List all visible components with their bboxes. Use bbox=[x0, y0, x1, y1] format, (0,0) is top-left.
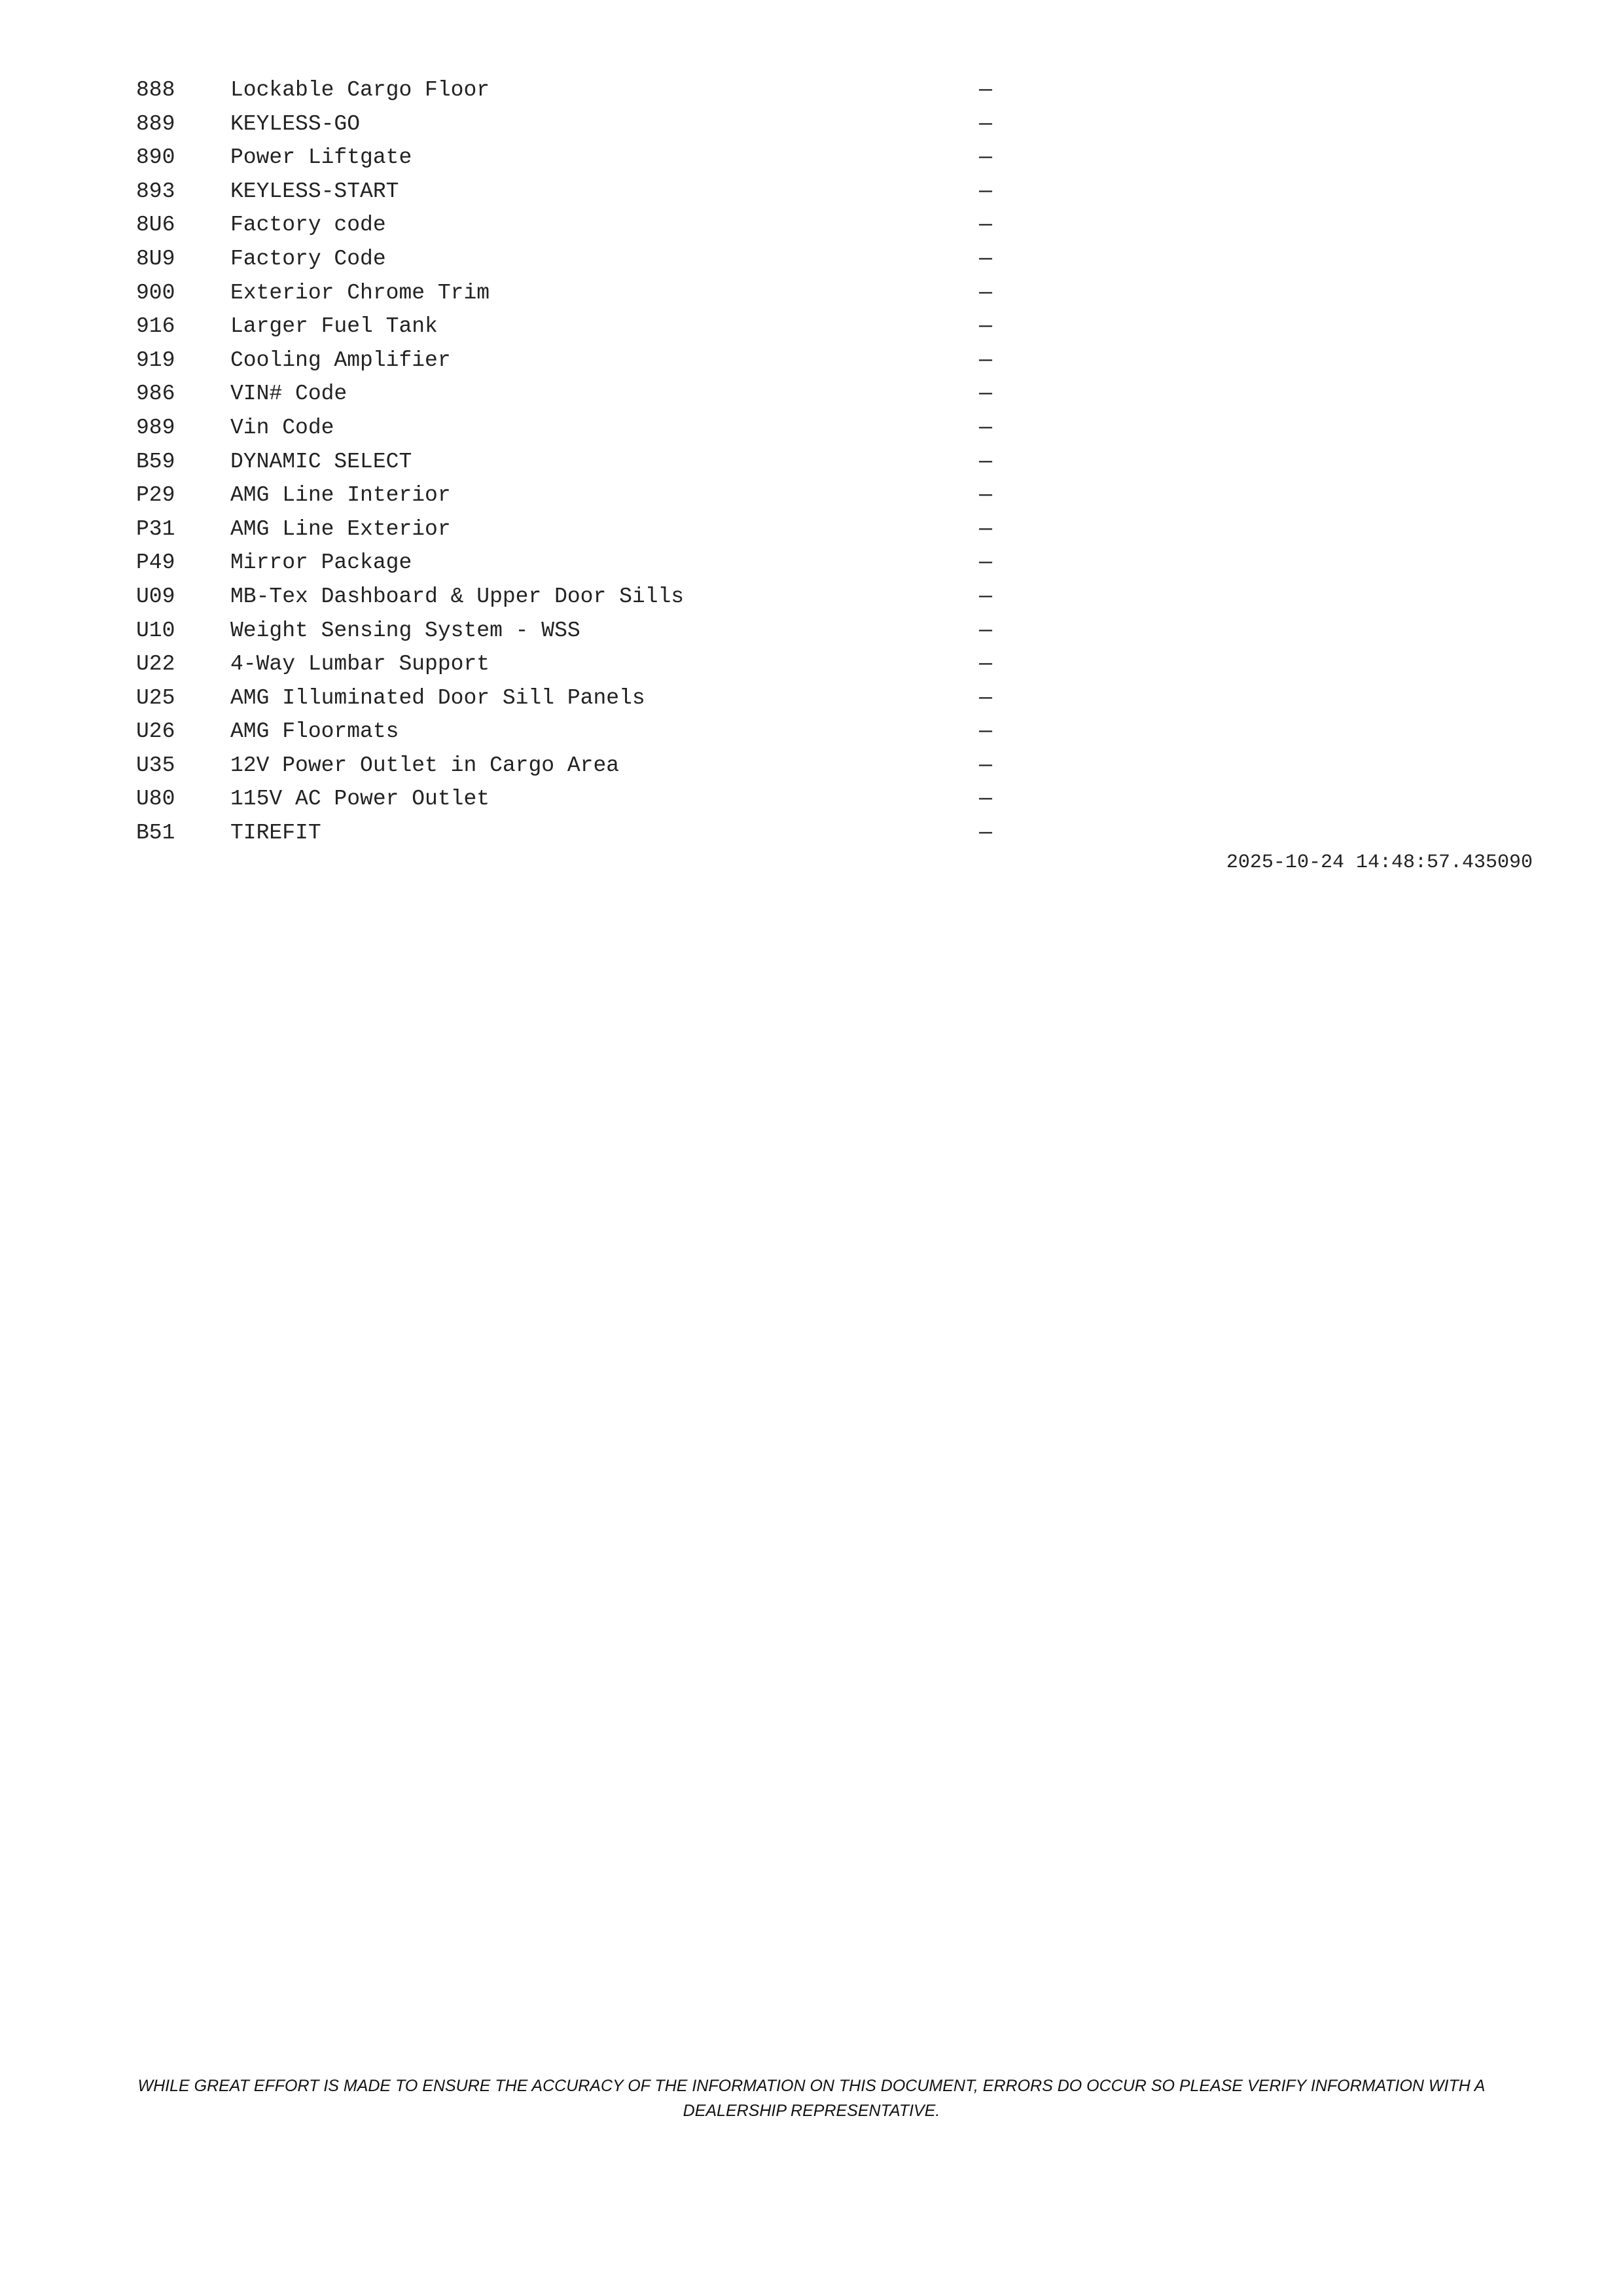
option-price: — bbox=[979, 382, 992, 406]
option-name: 4-Way Lumbar Support bbox=[230, 652, 490, 677]
option-price: — bbox=[979, 618, 992, 643]
list-item bbox=[136, 782, 1543, 816]
list-item bbox=[136, 614, 1543, 648]
option-name: Weight Sensing System - WSS bbox=[230, 618, 580, 643]
timestamp: 2025-10-24 14:48:57.435090 bbox=[1226, 852, 1533, 874]
option-price: — bbox=[979, 652, 992, 677]
option-name: AMG Floormats bbox=[230, 719, 399, 744]
option-name: Larger Fuel Tank bbox=[230, 314, 438, 339]
list-item bbox=[136, 73, 1543, 107]
option-price: — bbox=[979, 787, 992, 812]
option-code: 919 bbox=[136, 348, 175, 372]
list-item bbox=[136, 478, 1543, 512]
option-code: 8U6 bbox=[136, 213, 175, 238]
list-item bbox=[136, 141, 1543, 175]
list-item bbox=[136, 749, 1543, 783]
option-code: 888 bbox=[136, 78, 175, 102]
list-item bbox=[136, 411, 1543, 445]
option-price: — bbox=[979, 213, 992, 238]
list-item bbox=[136, 377, 1543, 411]
option-code: P29 bbox=[136, 483, 175, 508]
list-item bbox=[136, 647, 1543, 681]
option-name: KEYLESS-GO bbox=[230, 111, 361, 136]
option-code: P49 bbox=[136, 550, 175, 575]
option-name: 12V Power Outlet in Cargo Area bbox=[230, 753, 620, 778]
option-code: U10 bbox=[136, 618, 175, 643]
option-code: U09 bbox=[136, 584, 175, 609]
list-item bbox=[136, 208, 1543, 242]
option-code: B59 bbox=[136, 449, 175, 474]
list-item bbox=[136, 445, 1543, 479]
option-code: B51 bbox=[136, 821, 175, 846]
option-name: AMG Line Interior bbox=[230, 483, 451, 508]
option-name: TIREFIT bbox=[230, 821, 321, 846]
list-item bbox=[136, 276, 1543, 310]
option-code: U26 bbox=[136, 719, 175, 744]
option-name: Exterior Chrome Trim bbox=[230, 280, 490, 305]
option-price: — bbox=[979, 821, 992, 846]
list-item bbox=[136, 512, 1543, 547]
list-item bbox=[136, 175, 1543, 209]
list-item bbox=[136, 546, 1543, 580]
list-item bbox=[136, 580, 1543, 614]
option-code: 989 bbox=[136, 415, 175, 440]
list-item bbox=[136, 816, 1543, 850]
option-name: MB-Tex Dashboard & Upper Door Sills bbox=[230, 584, 685, 609]
option-name: Mirror Package bbox=[230, 550, 412, 575]
option-code: U22 bbox=[136, 652, 175, 677]
option-code: P31 bbox=[136, 516, 175, 541]
option-price: — bbox=[979, 314, 992, 339]
list-item bbox=[136, 681, 1543, 715]
option-price: — bbox=[979, 111, 992, 136]
list-item bbox=[136, 107, 1543, 141]
option-price: — bbox=[979, 280, 992, 305]
option-code: U25 bbox=[136, 685, 175, 710]
option-price: — bbox=[979, 516, 992, 541]
option-name: Factory Code bbox=[230, 246, 386, 271]
option-price: — bbox=[979, 78, 992, 102]
option-name: AMG Line Exterior bbox=[230, 516, 451, 541]
option-price: — bbox=[979, 550, 992, 575]
list-item bbox=[136, 715, 1543, 749]
list-item bbox=[136, 242, 1543, 276]
option-price: — bbox=[979, 246, 992, 271]
option-name: Power Liftgate bbox=[230, 145, 412, 170]
option-name: KEYLESS-START bbox=[230, 179, 399, 204]
option-code: 893 bbox=[136, 179, 175, 204]
option-price: — bbox=[979, 719, 992, 744]
option-price: — bbox=[979, 348, 992, 372]
option-name: Cooling Amplifier bbox=[230, 348, 451, 372]
list-item bbox=[136, 344, 1543, 378]
option-name: Factory code bbox=[230, 213, 386, 238]
option-code: 889 bbox=[136, 111, 175, 136]
option-name: AMG Illuminated Door Sill Panels bbox=[230, 685, 645, 710]
disclaimer: WHILE GREAT EFFORT IS MADE TO ENSURE THE ACCURACY OF THE INFORMATION ON THIS DOCUMENT, ERRORS DO OCCUR SO PLEASE VERIFY INFORMATION WITH A DEALERSHIP REPRESENTATIVE. bbox=[137, 2077, 1486, 2120]
option-price: — bbox=[979, 753, 992, 778]
option-code: U80 bbox=[136, 787, 175, 812]
option-price: — bbox=[979, 179, 992, 204]
option-price: — bbox=[979, 685, 992, 710]
option-code: 916 bbox=[136, 314, 175, 339]
option-code: 890 bbox=[136, 145, 175, 170]
option-name: 115V AC Power Outlet bbox=[230, 787, 490, 812]
option-price: — bbox=[979, 415, 992, 440]
option-name: VIN# Code bbox=[230, 382, 348, 406]
list-item bbox=[136, 310, 1543, 344]
option-price: — bbox=[979, 483, 992, 508]
option-price: — bbox=[979, 584, 992, 609]
option-name: Vin Code bbox=[230, 415, 334, 440]
option-code: 986 bbox=[136, 382, 175, 406]
option-code: U35 bbox=[136, 753, 175, 778]
option-code: 900 bbox=[136, 280, 175, 305]
option-name: Lockable Cargo Floor bbox=[230, 78, 490, 102]
option-name: DYNAMIC SELECT bbox=[230, 449, 412, 474]
option-price: — bbox=[979, 145, 992, 170]
option-list bbox=[136, 73, 1543, 850]
option-price: — bbox=[979, 449, 992, 474]
option-code: 8U9 bbox=[136, 246, 175, 271]
